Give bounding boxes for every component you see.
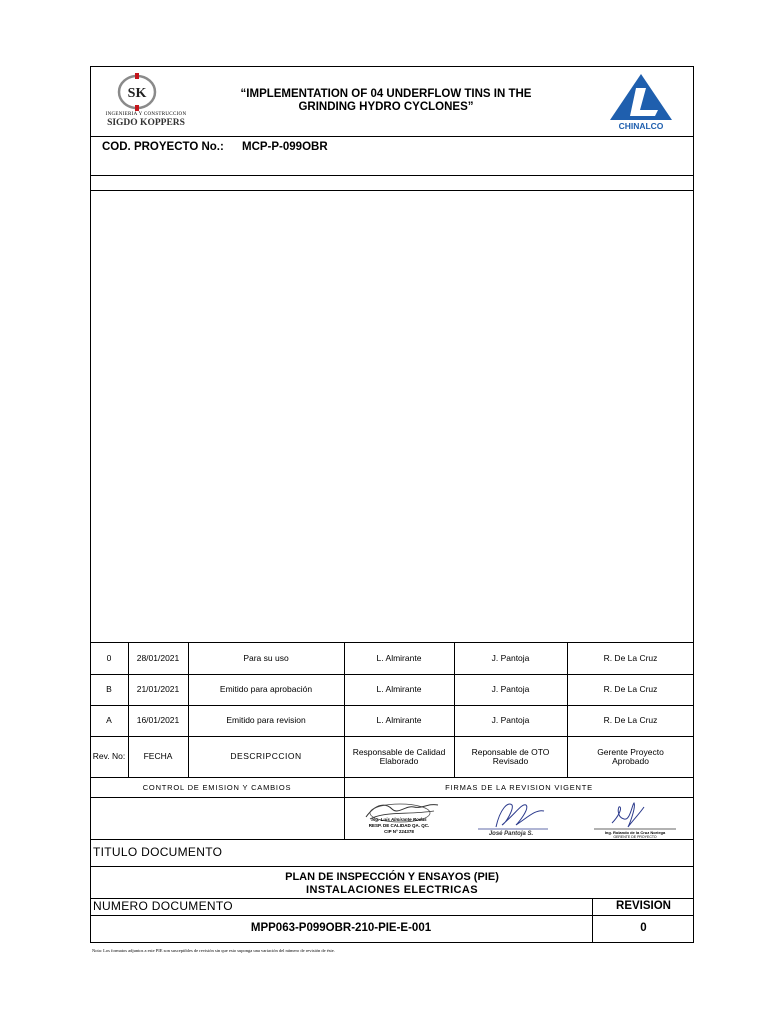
chinalco-name: CHINALCO	[618, 121, 664, 131]
signature-pantoja	[456, 799, 566, 839]
rev-row-2-desc: Emitido para revision	[226, 715, 306, 725]
sig3-name: Ing. Rolando de la Cruz Noriega	[604, 830, 666, 835]
rev-row-0-desc: Para su uso	[243, 652, 289, 663]
logo-name: SIGDO KOPPERS	[107, 118, 185, 128]
signature-icon	[590, 799, 680, 833]
col-header-aprobado-line1: Gerente Proyecto	[597, 746, 664, 757]
sig2-name: José Pantoja S.	[488, 831, 534, 837]
sig3-role: GERENTE DE PROYECTO	[613, 835, 657, 839]
document-revision: 0	[640, 922, 647, 934]
project-code-label: COD. PROYECTO No.:	[102, 141, 224, 153]
signature-almirante	[346, 799, 452, 839]
document-title-line2: INSTALACIONES ELECTRICAS	[306, 884, 478, 896]
rev-row-1-elaborado: L. Almirante	[376, 684, 422, 694]
col-header-elaborado-line2: Elaborado	[379, 755, 419, 766]
chinalco-logo	[608, 72, 674, 132]
rev-row-1-aprobado: R. De La Cruz	[603, 684, 658, 694]
col-header-fecha: FECHA	[143, 751, 173, 761]
document-title-line1: PLAN DE INSPECCIÓN Y ENSAYOS (PIE)	[285, 871, 499, 883]
logo-subtitle: INGENIERIA Y CONSTRUCCION	[105, 112, 187, 117]
col-header-revisado	[454, 736, 567, 777]
rev-row-1-rev: B	[106, 684, 112, 694]
document-number: MPP063-P099OBR-210-PIE-E-001	[250, 922, 432, 934]
project-code-value: MCP-P-099OBR	[242, 141, 328, 153]
page-title-line2: GRINDING HYDRO CYCLONES”	[298, 101, 474, 113]
rev-row-2-rev: A	[106, 715, 112, 725]
control-emision-label: CONTROL DE EMISION Y CAMBIOS	[142, 782, 292, 792]
rev-row-1-desc: Emitido para aprobación	[219, 684, 313, 694]
rev-row-0-rev: 0	[106, 652, 112, 663]
rev-row-0-aprobado: R. De La Cruz	[603, 652, 658, 663]
rev-row-2-aprobado: R. De La Cruz	[603, 715, 658, 725]
col-header-revisado-line2: Revisado	[492, 755, 529, 766]
signature-delacruz	[590, 799, 680, 839]
col-header-aprobado-line2: Aprobado	[612, 755, 649, 766]
page-title-line1: “IMPLEMENTATION OF 04 UNDERFLOW TINS IN THE	[240, 88, 532, 100]
col-header-aprobado	[567, 736, 694, 777]
firmas-label: FIRMAS DE LA REVISION VIGENTE	[445, 782, 593, 792]
rev-row-1-fecha: 21/01/2021	[136, 684, 180, 694]
chinalco-mark-icon	[608, 72, 674, 122]
col-header-rev: Rev. No:	[92, 751, 126, 761]
rev-row-2-fecha: 16/01/2021	[136, 715, 180, 725]
rev-row-0-elaborado: L. Almirante	[376, 652, 422, 663]
svg-text:SK: SK	[127, 86, 147, 101]
rev-row-0-revisado: J. Pantoja	[491, 652, 530, 663]
sigdo-koppers-logo	[96, 72, 196, 130]
numero-documento-label: NUMERO DOCUMENTO	[93, 899, 233, 913]
rev-row-2-elaborado: L. Almirante	[376, 715, 422, 725]
rev-row-0-fecha: 28/01/2021	[136, 652, 180, 663]
rev-row-1-revisado: J. Pantoja	[491, 684, 530, 694]
signature-icon	[456, 799, 566, 833]
footnote: Nota: Los formatos adjuntos a este PIE son susceptibles de revisión sin que esto suponga una variación del número de revisión de éste.	[92, 948, 335, 953]
sig1-cip: CIP Nº 224378	[384, 829, 414, 834]
col-header-elaborado	[344, 736, 454, 777]
sig1-role: RESP. DE CALIDAD QA. QC.	[368, 823, 430, 828]
rev-row-2-revisado: J. Pantoja	[491, 715, 530, 725]
col-header-revisado-line1: Reponsable de OTO	[471, 746, 550, 757]
revision-label: REVISION	[616, 900, 671, 912]
sig1-name: Ing. Luis Almirante Rodas	[371, 817, 427, 822]
col-header-desc: DESCRIPCCION	[230, 751, 302, 761]
col-header-elaborado-line1: Responsable de Calidad	[352, 746, 446, 757]
titulo-documento-label: TITULO DOCUMENTO	[93, 845, 223, 859]
